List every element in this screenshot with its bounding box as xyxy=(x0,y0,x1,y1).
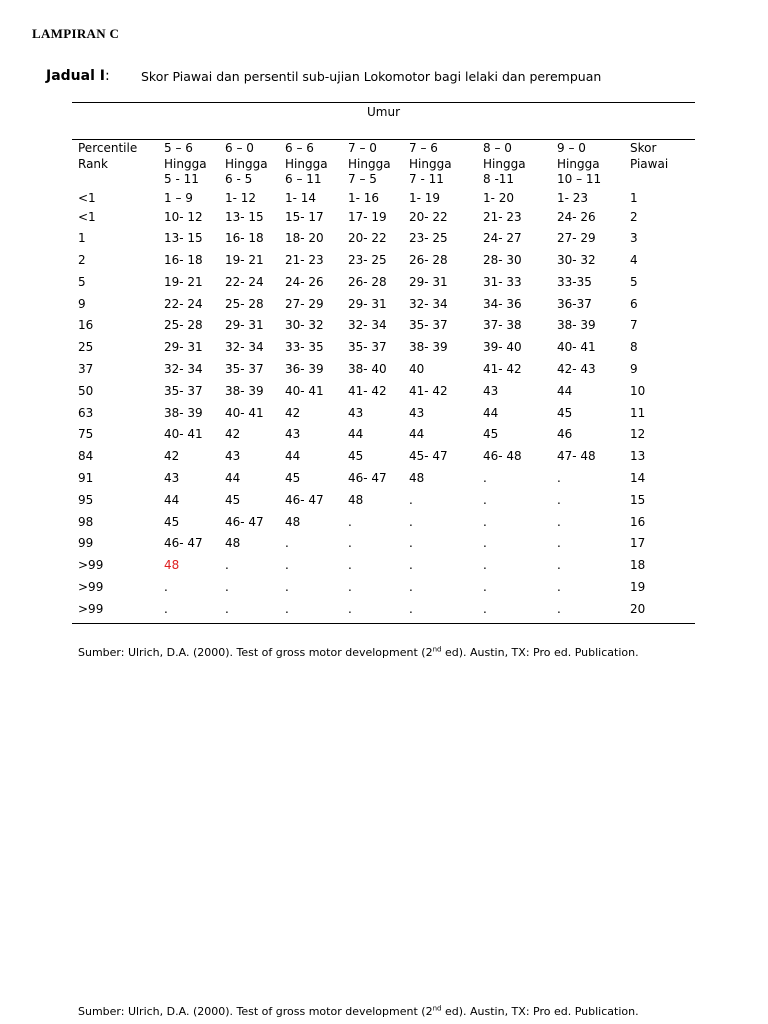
column-header xyxy=(477,140,551,190)
table-cell: 44 xyxy=(409,427,425,442)
table-cell: 9 xyxy=(630,362,638,377)
table-cell: 10 xyxy=(630,383,646,398)
table-row xyxy=(72,252,695,274)
table-cell: 25- 28 xyxy=(164,318,203,333)
table-cell: 45- 47 xyxy=(409,449,448,464)
table-cell: . xyxy=(285,601,289,616)
table-cell: 32- 34 xyxy=(225,340,264,355)
column-header-line: Hingga xyxy=(225,156,268,171)
table-cell: 42 xyxy=(164,449,180,464)
table-row xyxy=(72,492,695,514)
table-row xyxy=(72,557,695,579)
table-cell: 41- 42 xyxy=(348,383,387,398)
column-header-line: 8 -11 xyxy=(483,172,515,186)
table-row xyxy=(72,339,695,361)
table-cell: 38- 39 xyxy=(164,405,203,420)
table-cell: 33- 35 xyxy=(285,340,324,355)
table-cell: 17 xyxy=(630,536,646,551)
table-cell: 43 xyxy=(348,405,364,420)
table-cell: 47- 48 xyxy=(557,449,596,464)
column-header xyxy=(158,140,219,190)
table-cell: 36- 39 xyxy=(285,362,324,377)
table-row xyxy=(72,190,695,209)
group-header-umur: Umur xyxy=(366,105,400,119)
table-cell: . xyxy=(557,492,561,507)
table-cell: 48 xyxy=(285,514,301,529)
table-cell: . xyxy=(285,536,289,551)
table-cell: 6 xyxy=(630,296,638,311)
table-cell: 42- 43 xyxy=(557,362,596,377)
table-cell: . xyxy=(483,580,487,595)
table-cell: 1 – 9 xyxy=(164,190,193,205)
score-table-wrapper xyxy=(72,102,695,624)
table-cell: >99 xyxy=(78,601,104,616)
table-row xyxy=(72,405,695,427)
column-header-line: 6 - 5 xyxy=(225,172,253,186)
table-cell: 29- 31 xyxy=(164,340,203,355)
table-cell: 1 xyxy=(630,190,638,205)
table-row xyxy=(72,535,695,557)
table-cell: 29- 31 xyxy=(225,318,264,333)
table-cell: . xyxy=(348,601,352,616)
column-header xyxy=(624,140,695,190)
table-cell: 13- 15 xyxy=(164,231,203,246)
table-cell: . xyxy=(285,580,289,595)
table-cell: 35- 37 xyxy=(409,318,448,333)
column-header-line: 8 – 0 xyxy=(483,141,512,155)
table-row xyxy=(72,317,695,339)
table-cell: 16- 18 xyxy=(225,231,264,246)
column-header-line: Hingga xyxy=(164,156,207,171)
table-cell: 23- 25 xyxy=(409,231,448,246)
table-cell: 48 xyxy=(409,471,425,486)
table-cell: . xyxy=(557,471,561,486)
column-header-line: Hingga xyxy=(285,156,328,171)
table-cell: . xyxy=(348,558,352,573)
table-cell: 43 xyxy=(409,405,425,420)
table-row xyxy=(72,579,695,601)
table-row xyxy=(72,448,695,470)
table-cell: 44 xyxy=(348,427,364,442)
table-cell: . xyxy=(409,492,413,507)
table-bottom-rule xyxy=(72,623,695,624)
table-cell: 11 xyxy=(630,405,646,420)
column-header-line: 5 – 6 xyxy=(164,141,193,155)
table-cell: 32- 34 xyxy=(348,318,387,333)
table-cell: 24- 27 xyxy=(483,231,522,246)
column-header-line: 7 - 11 xyxy=(409,172,444,186)
table-cell: 1- 16 xyxy=(348,190,380,205)
table-cell: 26- 28 xyxy=(348,274,387,289)
table-cell: 20 xyxy=(630,601,646,616)
table-row xyxy=(72,470,695,492)
table-cell: 1- 20 xyxy=(483,190,515,205)
column-header xyxy=(403,140,477,190)
table-cell: 35- 37 xyxy=(164,383,203,398)
table-cell: 1- 19 xyxy=(409,190,441,205)
table-label xyxy=(46,68,110,84)
table-cell: 44 xyxy=(225,471,241,486)
table-cell: 45 xyxy=(557,405,573,420)
column-header xyxy=(72,140,158,190)
table-cell: 48 xyxy=(225,536,241,551)
column-header-line: 6 – 0 xyxy=(225,141,254,155)
table-cell: 23- 25 xyxy=(348,253,387,268)
table-cell: 75 xyxy=(78,427,94,442)
table-cell: 84 xyxy=(78,449,94,464)
table-cell: 16 xyxy=(78,318,94,333)
column-header-line: 10 – 11 xyxy=(557,172,602,186)
table-cell: 18- 20 xyxy=(285,231,324,246)
table-row xyxy=(72,209,695,231)
source-citation-suffix: ed). Austin, TX: Pro ed. Publication. xyxy=(441,646,639,659)
column-header-line: Hingga xyxy=(348,156,391,171)
table-cell: 35- 37 xyxy=(225,362,264,377)
table-cell: 15 xyxy=(630,492,646,507)
table-cell: 48 xyxy=(348,492,364,507)
table-cell: 25 xyxy=(78,340,94,355)
table-cell: 34- 36 xyxy=(483,296,522,311)
table-label-colon: : xyxy=(104,68,110,84)
table-cell: 3 xyxy=(630,231,638,246)
source-citation-superscript: nd xyxy=(432,645,442,654)
table-cell: . xyxy=(409,580,413,595)
table-row xyxy=(72,296,695,318)
table-cell: 10- 12 xyxy=(164,209,203,224)
table-cell: 44 xyxy=(483,405,499,420)
table-cell: 38- 39 xyxy=(225,383,264,398)
table-cell: 39- 40 xyxy=(483,340,522,355)
table-cell: 8 xyxy=(630,340,638,355)
table-cell: 29- 31 xyxy=(348,296,387,311)
table-cell: 41- 42 xyxy=(483,362,522,377)
table-cell: 50 xyxy=(78,383,94,398)
table-cell: 35- 37 xyxy=(348,340,387,355)
table-cell: 32- 34 xyxy=(164,362,203,377)
column-header-line: 9 – 0 xyxy=(557,141,586,155)
table-cell: 13 xyxy=(630,449,646,464)
table-cell: . xyxy=(348,514,352,529)
table-cell: 20- 22 xyxy=(348,231,387,246)
column-header xyxy=(279,140,342,190)
table-cell: . xyxy=(483,471,487,486)
table-cell: <1 xyxy=(78,209,96,224)
table-cell: 43 xyxy=(225,449,241,464)
table-cell: 30- 32 xyxy=(557,253,596,268)
source-citation-superscript: nd xyxy=(432,1004,442,1013)
table-cell: 27- 29 xyxy=(285,296,324,311)
table-cell: . xyxy=(225,580,229,595)
table-cell: . xyxy=(483,536,487,551)
table-cell: 44 xyxy=(557,383,573,398)
table-cell: 46- 48 xyxy=(483,449,522,464)
table-cell: . xyxy=(557,601,561,616)
table-cell: 14 xyxy=(630,471,646,486)
table-cell: 45 xyxy=(225,492,241,507)
table-cell: 5 xyxy=(630,274,638,289)
table-cell: 27- 29 xyxy=(557,231,596,246)
table-cell: 24- 26 xyxy=(557,209,596,224)
table-label-text: Jadual I xyxy=(46,68,105,84)
table-body xyxy=(72,190,695,623)
table-cell: . xyxy=(557,558,561,573)
table-cell: 1- 12 xyxy=(225,190,257,205)
header-row xyxy=(72,140,695,190)
table-cell: . xyxy=(557,514,561,529)
table-cell: . xyxy=(483,492,487,507)
column-header xyxy=(342,140,403,190)
table-cell: 2 xyxy=(630,209,638,224)
table-cell: 20- 22 xyxy=(409,209,448,224)
source-citation-footer xyxy=(78,1005,639,1018)
table-cell: 1 xyxy=(78,231,86,246)
table-cell: 41- 42 xyxy=(409,383,448,398)
table-cell: 21- 23 xyxy=(285,253,324,268)
table-cell: . xyxy=(164,580,168,595)
table-cell: 42 xyxy=(225,427,241,442)
source-citation-prefix: Sumber: Ulrich, D.A. (2000). Test of gross motor development (2 xyxy=(78,646,433,659)
column-header-line: Hingga xyxy=(409,156,452,171)
table-cell: . xyxy=(483,514,487,529)
table-cell: 46- 47 xyxy=(164,536,203,551)
table-cell: 40- 41 xyxy=(225,405,264,420)
table-cell: 16- 18 xyxy=(164,253,203,268)
table-cell: . xyxy=(164,601,168,616)
column-header-line: Skor xyxy=(630,141,657,155)
table-cell: 21- 23 xyxy=(483,209,522,224)
table-cell: 45 xyxy=(164,514,180,529)
column-header-line: 7 – 0 xyxy=(348,141,377,155)
column-header-line: 6 – 6 xyxy=(285,141,314,155)
column-header xyxy=(551,140,624,190)
column-header-line: 7 – 6 xyxy=(409,141,438,155)
column-header-line: Rank xyxy=(78,156,108,171)
table-cell: 19 xyxy=(630,580,646,595)
table-cell: 32- 34 xyxy=(409,296,448,311)
column-header-line: 6 – 11 xyxy=(285,172,322,186)
column-header-line: 7 – 5 xyxy=(348,172,377,186)
table-cell: <1 xyxy=(78,190,96,205)
table-cell: 12 xyxy=(630,427,646,442)
table-cell: 38- 39 xyxy=(557,318,596,333)
table-head xyxy=(72,140,695,190)
score-table xyxy=(72,140,695,623)
table-row xyxy=(72,274,695,296)
table-cell: 91 xyxy=(78,471,94,486)
table-cell: 40 xyxy=(409,362,425,377)
table-cell: 19- 21 xyxy=(225,253,264,268)
table-cell: . xyxy=(483,601,487,616)
table-cell: . xyxy=(557,536,561,551)
table-row xyxy=(72,601,695,623)
table-title: Skor Piawai dan persentil sub-ujian Lokomotor bagi lelaki dan perempuan xyxy=(141,69,602,84)
table-row xyxy=(72,514,695,536)
table-cell: 63 xyxy=(78,405,94,420)
table-cell: 40- 41 xyxy=(164,427,203,442)
column-header xyxy=(219,140,279,190)
table-cell: 43 xyxy=(285,427,301,442)
table-row xyxy=(72,230,695,252)
table-cell: . xyxy=(557,580,561,595)
table-cell: . xyxy=(409,601,413,616)
table-cell: 26- 28 xyxy=(409,253,448,268)
column-header-line: Piawai xyxy=(630,156,669,171)
column-header-line: Percentile xyxy=(78,141,138,155)
table-cell: 22- 24 xyxy=(225,274,264,289)
table-cell: 16 xyxy=(630,514,646,529)
table-cell: 4 xyxy=(630,253,638,268)
table-cell: 45 xyxy=(285,471,301,486)
table-cell: 25- 28 xyxy=(225,296,264,311)
table-cell: 43 xyxy=(164,471,180,486)
source-citation-prefix: Sumber: Ulrich, D.A. (2000). Test of gross motor development (2 xyxy=(78,1005,433,1018)
table-cell: 98 xyxy=(78,514,94,529)
table-cell: >99 xyxy=(78,580,104,595)
table-cell: 38- 39 xyxy=(409,340,448,355)
table-cell: 36-37 xyxy=(557,296,592,311)
column-header-line: Hingga xyxy=(557,156,600,171)
table-cell: 95 xyxy=(78,492,94,507)
table-cell: 1- 23 xyxy=(557,190,589,205)
table-cell: 9 xyxy=(78,296,86,311)
table-row xyxy=(72,383,695,405)
table-cell: 19- 21 xyxy=(164,274,203,289)
table-cell: . xyxy=(483,558,487,573)
table-cell: . xyxy=(225,601,229,616)
table-cell: 99 xyxy=(78,536,94,551)
table-cell: 45 xyxy=(483,427,499,442)
table-cell: 24- 26 xyxy=(285,274,324,289)
table-cell: 2 xyxy=(78,253,86,268)
table-cell: . xyxy=(409,558,413,573)
table-cell: 44 xyxy=(285,449,301,464)
table-cell: 40- 41 xyxy=(285,383,324,398)
table-cell: 18 xyxy=(630,558,646,573)
table-cell: 46- 47 xyxy=(285,492,324,507)
table-row xyxy=(72,426,695,448)
table-cell: . xyxy=(225,558,229,573)
column-header-line: 5 - 11 xyxy=(164,172,199,186)
table-cell: 17- 19 xyxy=(348,209,387,224)
table-cell: >99 xyxy=(78,558,104,573)
table-cell: . xyxy=(285,558,289,573)
table-cell: . xyxy=(348,536,352,551)
table-cell: 44 xyxy=(164,492,180,507)
table-cell: 48 xyxy=(164,558,180,573)
table-cell: 15- 17 xyxy=(285,209,324,224)
table-cell: 13- 15 xyxy=(225,209,264,224)
table-row xyxy=(72,361,695,383)
table-cell: 1- 14 xyxy=(285,190,317,205)
table-cell: 31- 33 xyxy=(483,274,522,289)
table-cell: 28- 30 xyxy=(483,253,522,268)
table-cell: 29- 31 xyxy=(409,274,448,289)
source-citation xyxy=(78,646,639,659)
table-cell: 45 xyxy=(348,449,364,464)
source-citation-suffix: ed). Austin, TX: Pro ed. Publication. xyxy=(441,1005,639,1018)
table-cell: 46- 47 xyxy=(348,471,387,486)
column-header-line: Hingga xyxy=(483,156,526,171)
table-cell: 46 xyxy=(557,427,573,442)
table-cell: 33-35 xyxy=(557,274,592,289)
table-cell: . xyxy=(348,580,352,595)
page-heading: LAMPIRAN C xyxy=(32,26,120,41)
table-cell: 30- 32 xyxy=(285,318,324,333)
table-cell: 43 xyxy=(483,383,499,398)
table-cell: . xyxy=(409,514,413,529)
table-cell: 37- 38 xyxy=(483,318,522,333)
table-cell: 22- 24 xyxy=(164,296,203,311)
table-cell: 5 xyxy=(78,274,86,289)
table-cell: 37 xyxy=(78,362,94,377)
table-cell: 7 xyxy=(630,318,638,333)
table-cell: 42 xyxy=(285,405,301,420)
table-cell: 46- 47 xyxy=(225,514,264,529)
table-cell: 40- 41 xyxy=(557,340,596,355)
table-cell: 38- 40 xyxy=(348,362,387,377)
table-cell: . xyxy=(409,536,413,551)
